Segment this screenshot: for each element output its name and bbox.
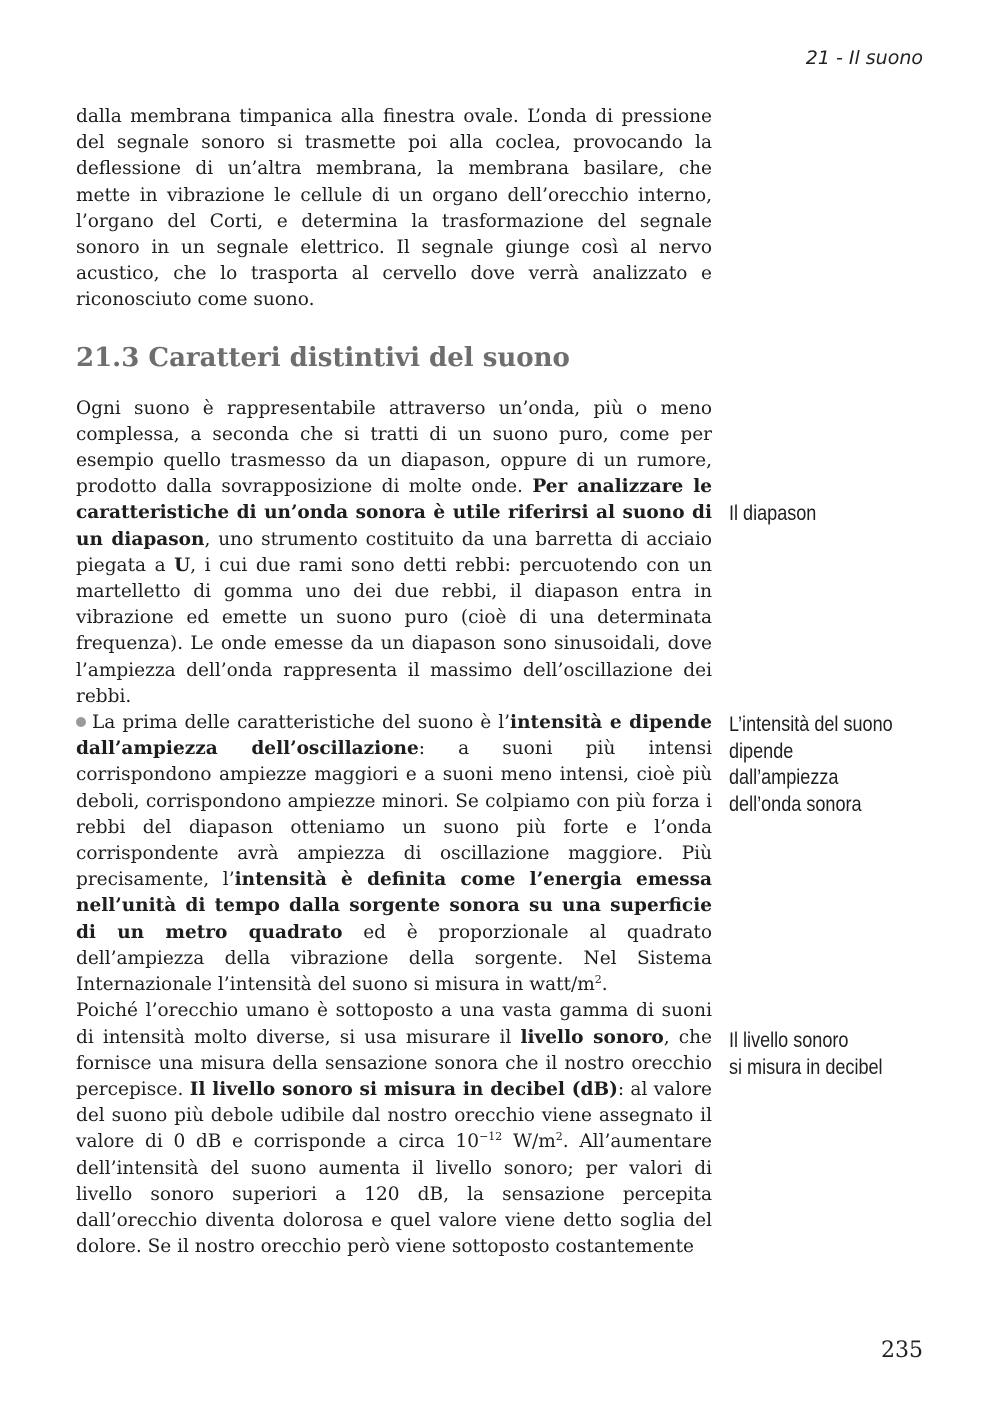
page-number: 235	[881, 1338, 923, 1363]
paragraph-sound-level	[76, 998, 712, 1260]
text-run: : al valore del suono più debole udibile dal nostro orecchio viene assegnato il valore di 0 dB e corrisponde a circa 10	[76, 1078, 712, 1153]
paragraph-intro: dalla membrana timpanica alla finestra ovale. L’onda di pressione del segnale sonoro si trasmette poi alla coclea, provocando la deflessione di un’altra membrana, la membrana basilare, che mette in vibrazione le cellule di un organo dell’orecchio interno, l’organo del Corti, e determina la trasformazione del segnale sonoro in un segnale elettrico. Il segnale giunge così al nervo acustico, che lo trasporta al cervello dove verrà analizzato e riconosciuto come suono.	[76, 106, 712, 311]
text-run: , uno strumento costituito da una barretta di acciaio piegata a	[76, 528, 713, 576]
margin-note-intensity	[729, 712, 914, 818]
bold-definition-intensity: intensità è definita come l’energia emessa nell’unità di tempo dalla sorgente sonora su una superficie di un metro quadrato	[76, 869, 712, 943]
text-run: La prima delle caratteristiche del suono è l’	[92, 712, 511, 734]
margin-note-line: Il livello sonoro	[729, 1029, 849, 1052]
margin-note-decibel	[729, 1028, 914, 1081]
text-run: Poiché l’orecchio umano è sottoposto a una vasta gamma di suoni di intensità molto diverse, si usa misurare il	[76, 1000, 712, 1048]
paragraph-diapason	[76, 396, 712, 710]
margin-note-diapason	[729, 501, 914, 528]
text-run: , i cui due rami sono detti rebbi: percuotendo con un martelletto di gomma uno dei due rebbi, il diapason entra in vibrazione ed emette un suono puro (cioè di una determinata frequenza). Le onde emesse da un diapason sono sinusoidali, dove l’ampiezza dell’onda rappresenta il massimo dell’oscillazione dei rebbi.	[76, 554, 712, 707]
superscript-exponent: −12	[479, 1130, 503, 1144]
bold-letter-u: U	[174, 554, 191, 576]
running-header: 21 - Il suono	[805, 47, 923, 69]
bold-term-sound-level: livello sonoro	[520, 1026, 664, 1048]
margin-note-line: L’intensità del suono	[729, 713, 893, 736]
section-heading: 21.3 Caratteri distintivi del suono	[76, 342, 570, 373]
text-run: W/m	[502, 1131, 556, 1153]
text-run: ed è proporzionale al quadrato dell’ampiezza della vibrazione della sorgente. Nel Sistema Internazionale l’intensità del suono si misura in watt/m	[76, 921, 713, 996]
text-run: . All’aumentare dell’intensità del suono aumenta il livello sonoro; per valori di livello sonoro superiori a 120 dB, la sensazione percepita dall’orecchio diventa dolorosa e quel valore viene detto soglia del dolore. Se il nostro orecchio però viene sottoposto costantemente	[76, 1131, 713, 1258]
superscript: 2	[555, 1130, 563, 1144]
margin-note-line: Il diapason	[729, 502, 817, 525]
bullet-dot	[76, 717, 86, 727]
text-run: .	[601, 974, 608, 996]
bold-statement-decibel: Il livello sonoro si misura in decibel (dB)	[189, 1078, 618, 1100]
margin-note-line: dall’ampiezza	[729, 766, 839, 789]
bold-statement-diapason: Per analizzare le caratteristiche di un’onda sonora è utile riferirsi al suono di un diapason	[76, 476, 712, 550]
bold-statement-intensity: intensità e dipende dall’ampiezza dell’oscillazione	[76, 712, 712, 760]
text-run: , che fornisce una misura della sensazione sonora che il nostro orecchio percepisce.	[76, 1026, 712, 1100]
paragraph-intensity	[76, 710, 712, 998]
margin-note-line: dell’onda sonora	[729, 792, 862, 816]
text-run: Ogni suono è rappresentabile attraverso un’onda, più o meno complessa, a seconda che si tratti di un suono puro, come per esempio quello trasmesso da un diapason, oppure di un rumore, prodotto dalla sovrapposizione di molte onde.	[76, 397, 712, 498]
text-run: : a suoni più intensi corrispondono ampiezze maggiori e a suoni meno intensi, cioè più deboli, corrispondono ampiezze minori. Se colpiamo con più forza i rebbi del diapason otteniamo un suono più forte e l’onda corrispondente avrà ampiezza di oscillazione maggiore. Più precisamente, l’	[76, 738, 712, 891]
main-text-column	[76, 104, 712, 1260]
margin-note-line: dipende	[729, 739, 794, 763]
superscript: 2	[594, 972, 602, 986]
margin-note-line: si misura in decibel	[729, 1055, 883, 1079]
